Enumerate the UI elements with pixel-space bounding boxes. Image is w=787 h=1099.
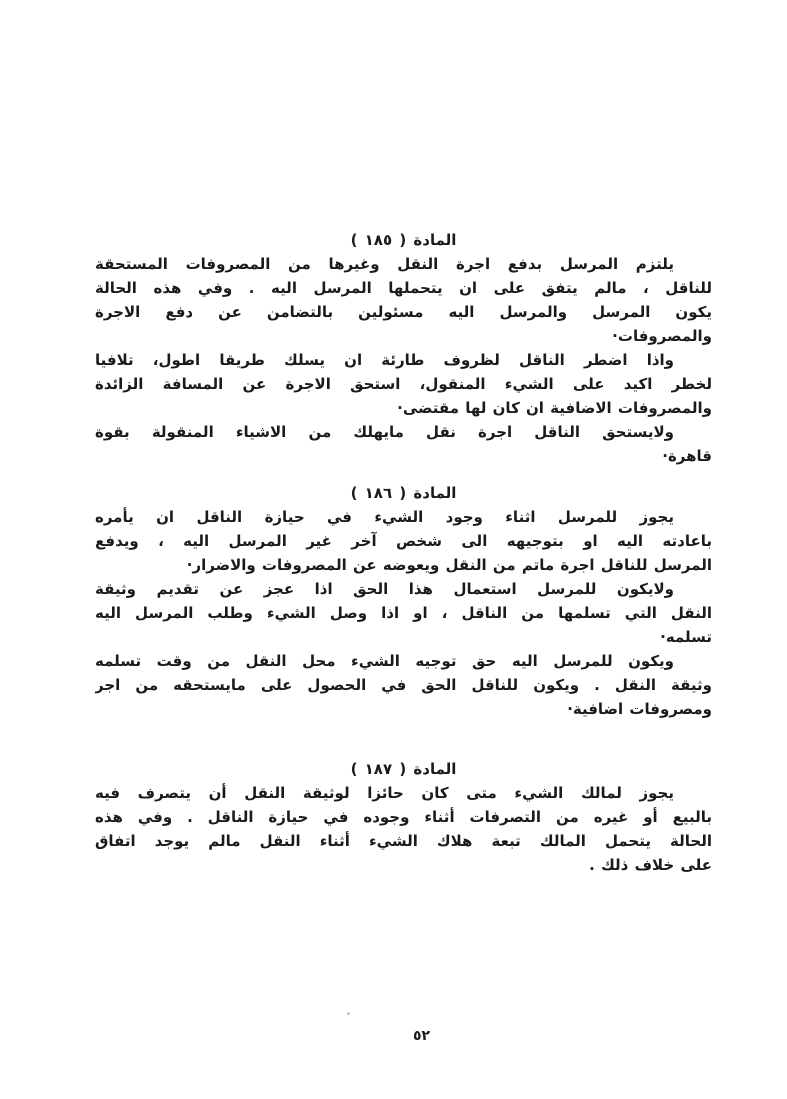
- article-heading: المادة ( ١٨٦ ): [350, 484, 457, 502]
- article-heading: المادة ( ١٨٥ ): [350, 231, 457, 249]
- paragraph: [95, 577, 712, 649]
- paragraph: [95, 420, 712, 468]
- text-line: يجوز للمرسل اثناء وجود الشيء في حيازة الناقل ان يأمره: [95, 508, 674, 526]
- paragraph: [95, 348, 712, 420]
- text-line: قاهرة·: [662, 447, 712, 465]
- text-line: على خلاف ذلك .: [589, 856, 712, 874]
- article-section: [95, 228, 712, 468]
- paragraph: [95, 505, 712, 577]
- paragraph: [95, 781, 712, 877]
- text-line: يكون المرسل والمرسل اليه مسئولين بالتضامن عن دفع الاجرة: [95, 303, 712, 321]
- text-line: يجوز لمالك الشيء متى كان حائزا لوثيقة النقل أن يتصرف فيه: [95, 784, 674, 802]
- text-line: والمصروفات·: [612, 327, 712, 345]
- paragraph: [95, 649, 712, 721]
- text-line: تسلمه·: [660, 628, 712, 646]
- text-line: وثيقة النقل . ويكون للناقل الحق في الحصول على مايستحقه من اجر: [95, 676, 712, 694]
- text-line: ولايكون للمرسل استعمال هذا الحق اذا عجز عن تقديم وثيقة: [95, 580, 674, 598]
- text-line: باعادته اليه او بتوجيهه الى شخص آخر غير المرسل اليه ، ويدفع: [95, 532, 712, 550]
- text-line: واذا اضطر الناقل لظروف طارئة ان يسلك طريقا اطول، تلافيا: [95, 351, 674, 369]
- paragraph: [95, 252, 712, 348]
- article-section: [95, 757, 712, 877]
- text-line: ولايستحق الناقل اجرة نقل مايهلك من الاشياء المنقولة بقوة: [95, 423, 674, 441]
- text-line: يلتزم المرسل بدفع اجرة النقل وغيرها من المصروفات المستحقة: [95, 255, 674, 273]
- article-section: [95, 481, 712, 721]
- text-line: ومصروفات اضافية·: [567, 700, 712, 718]
- text-line: والمصروفات الاضافية ان كان لها مقتضى·: [397, 399, 712, 417]
- text-line: بالبيع أو غيره من التصرفات أثناء وجوده في حيازة الناقل . وفي هذه: [95, 808, 712, 826]
- text-line: النقل التي تسلمها من الناقل ، او اذا وصل الشيء وطلب المرسل اليه: [95, 604, 712, 622]
- text-line: للناقل ، مالم يتفق على ان يتحملها المرسل اليه . وفي هذه الحالة: [95, 279, 712, 297]
- text-line: ويكون للمرسل اليه حق توجيه الشيء محل النقل من وقت تسلمه: [95, 652, 674, 670]
- page-number: ٥٢: [412, 1028, 431, 1044]
- article-heading: المادة ( ١٨٧ ): [350, 760, 457, 778]
- text-line: المرسل للناقل اجرة ماتم من النقل ويعوضه عن المصروفات والاضرار·: [186, 556, 712, 574]
- scan-speck: [347, 1012, 350, 1015]
- text-line: لخطر اكيد على الشيء المنقول، استحق الاجرة عن المسافة الزائدة: [95, 375, 712, 393]
- text-line: الحالة يتحمل المالك تبعة هلاك الشيء أثناء النقل مالم يوجد اتفاق: [95, 832, 712, 850]
